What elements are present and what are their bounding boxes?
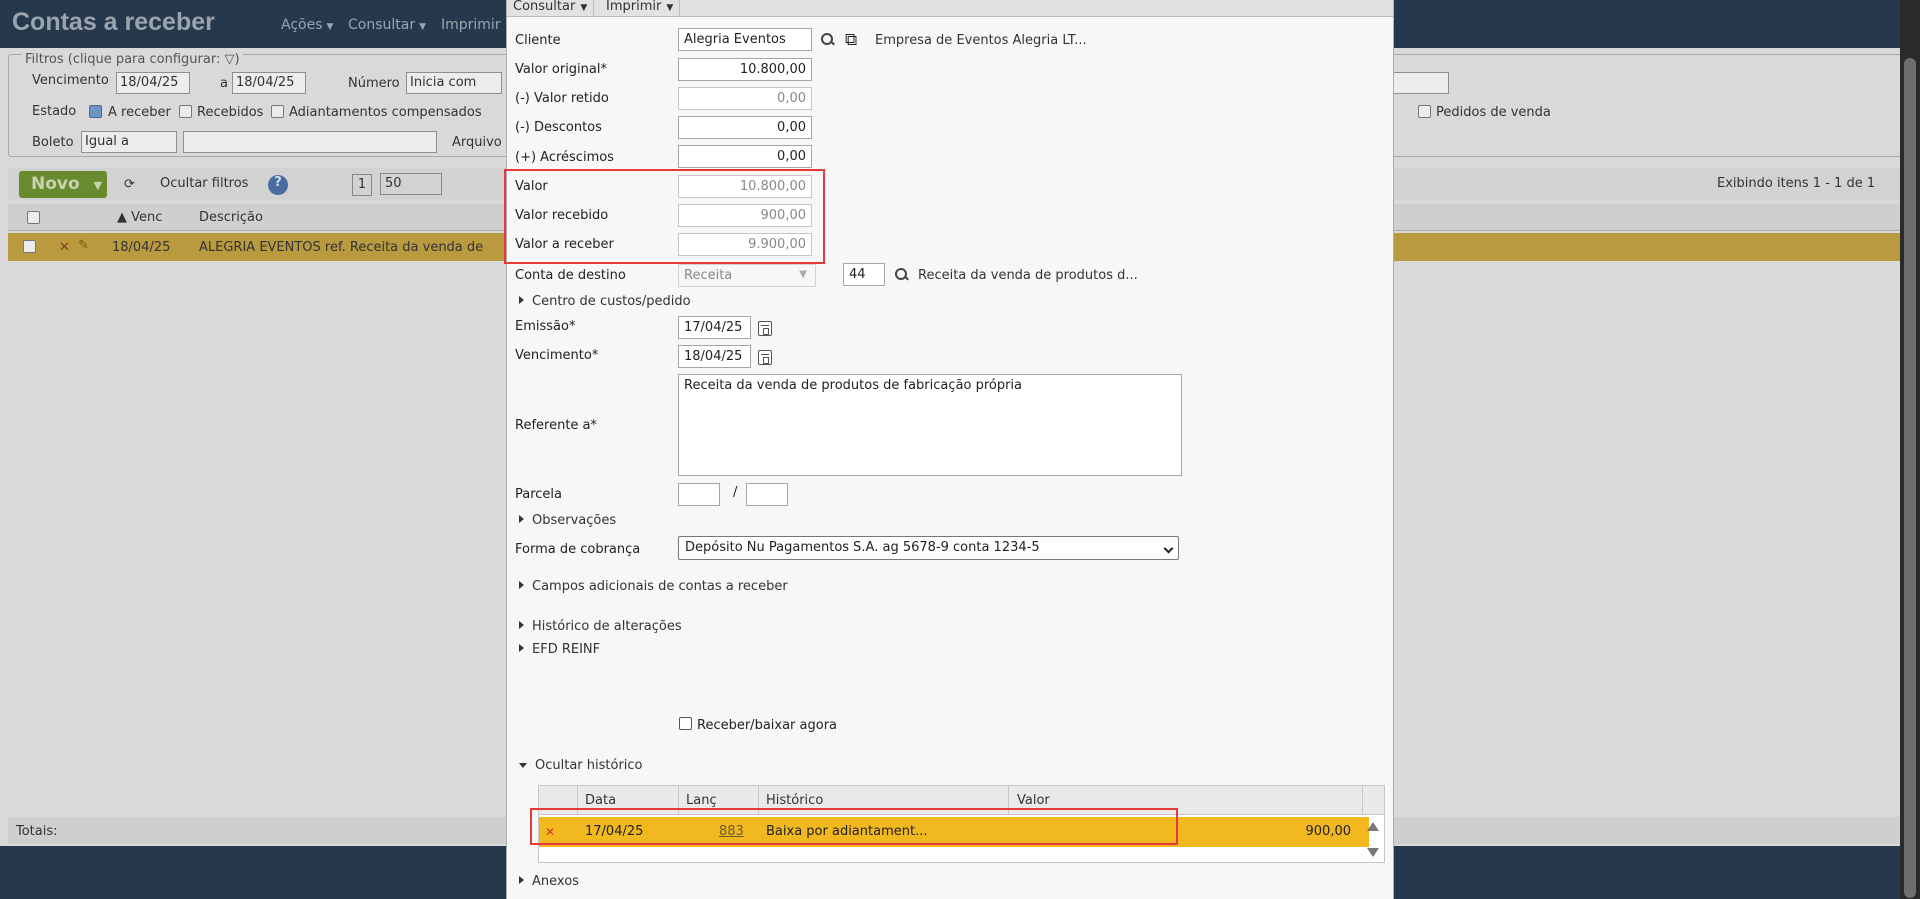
boleto-op-select[interactable]: Igual a <box>81 131 177 153</box>
page-scrollbar[interactable] <box>1900 0 1920 899</box>
valor-input: 10.800,00 <box>678 175 812 198</box>
arquivo-filter-label: Arquivo <box>452 135 502 150</box>
venc-sep: a <box>220 76 228 91</box>
acrescimos-label: (+) Acréscimos <box>515 150 614 165</box>
descontos-input[interactable]: 0,00 <box>678 116 812 139</box>
scroll-down-icon[interactable] <box>1367 848 1379 857</box>
scrollbar-thumb[interactable] <box>1904 58 1916 898</box>
filters-legend[interactable]: Filtros (clique para configurar: ▽) <box>22 52 243 67</box>
pedidos-venda-label: Pedidos de venda <box>1436 105 1551 120</box>
emissao-label: Emissão* <box>515 319 576 334</box>
totals-label: Totais: <box>16 824 58 839</box>
valor-retido-input[interactable]: 0,00 <box>678 87 812 110</box>
valor-a-receber-label: Valor a receber <box>515 237 614 252</box>
estado-filter-label: Estado <box>32 104 77 119</box>
select-all-checkbox[interactable] <box>27 211 40 224</box>
conta-destino-label: Conta de destino <box>515 268 626 283</box>
valor-retido-label: (-) Valor retido <box>515 91 609 106</box>
pedidos-venda-checkbox[interactable] <box>1418 105 1431 118</box>
centro-custos-toggle[interactable]: Centro de custos/pedido <box>519 294 691 309</box>
numero-filter-label: Número <box>348 76 400 91</box>
page-title: Contas a receber <box>12 8 215 36</box>
history-col-lanc[interactable]: Lanç <box>686 793 717 808</box>
history-col-data[interactable]: Data <box>585 793 617 808</box>
page-size-select[interactable]: 50 <box>380 173 442 195</box>
chevron-down-icon <box>1164 544 1174 554</box>
delete-icon[interactable]: ✕ <box>545 825 556 839</box>
col-descricao[interactable]: Descrição <box>199 210 263 225</box>
estado-adiantamentos-checkbox[interactable] <box>271 105 284 118</box>
forma-cobranca-label: Forma de cobrança <box>515 542 641 557</box>
acrescimos-input[interactable]: 0,00 <box>678 145 812 168</box>
row-checkbox[interactable] <box>23 240 36 253</box>
history-row-valor: 900,00 <box>1305 824 1351 839</box>
forma-cobranca-select[interactable]: Depósito Nu Pagamentos S.A. ag 5678-9 conta 1234-5 <box>678 536 1179 560</box>
expand-icon <box>519 621 524 629</box>
descontos-label: (-) Descontos <box>515 120 602 135</box>
row-venc: 18/04/25 <box>112 240 171 255</box>
delete-icon[interactable]: ✕ <box>59 240 70 255</box>
estado-recebidos-checkbox[interactable] <box>179 105 192 118</box>
edit-icon[interactable]: ✎ <box>78 238 89 253</box>
parcela-label: Parcela <box>515 487 563 502</box>
menu-acoes[interactable]: Ações ▼ <box>281 17 334 33</box>
valor-recebido-label: Valor recebido <box>515 208 609 223</box>
ocultar-historico-toggle[interactable]: Ocultar histórico <box>519 758 643 773</box>
conta-receber-dialog <box>506 0 1394 899</box>
expand-icon <box>519 515 524 523</box>
conta-desc: Receita da venda de produtos d... <box>918 268 1138 283</box>
history-row-data: 17/04/25 <box>585 824 644 839</box>
menu-imprimir[interactable]: Imprimir <box>441 17 501 33</box>
history-row-historico: Baixa por adiantament... <box>766 824 928 839</box>
emissao-calendar-icon[interactable] <box>758 321 772 336</box>
vencimento-filter-label: Vencimento <box>32 73 109 88</box>
emissao-input[interactable]: 17/04/25 <box>678 316 751 339</box>
col-divider <box>1362 786 1363 815</box>
conta-destino-select[interactable]: Receita ▼ <box>678 264 816 287</box>
history-row-lanc-link[interactable]: 883 <box>719 824 744 839</box>
col-venc[interactable]: ▲ Venc <box>117 210 163 225</box>
page-number-input[interactable]: 1 <box>352 174 372 196</box>
refresh-icon[interactable]: ⟳ <box>124 177 135 192</box>
receber-agora-checkbox[interactable] <box>679 717 692 730</box>
expand-icon <box>519 581 524 589</box>
expand-icon <box>519 876 524 884</box>
estado-recebidos-label: Recebidos <box>197 105 264 120</box>
cliente-input[interactable]: Alegria Eventos <box>678 28 812 51</box>
vencimento-calendar-icon[interactable] <box>758 350 772 365</box>
dialog-menu-imprimir[interactable]: Imprimir ▼ <box>600 0 680 16</box>
menu-consultar[interactable]: Consultar ▼ <box>348 17 427 33</box>
valor-original-input[interactable]: 10.800,00 <box>678 58 812 81</box>
search-icon[interactable] <box>821 33 835 47</box>
estado-a-receber-label: A receber <box>108 105 171 120</box>
referente-textarea[interactable] <box>678 374 1182 476</box>
help-icon[interactable]: ? <box>268 175 288 195</box>
parcela-total-input[interactable] <box>746 483 788 506</box>
historico-alteracoes-toggle[interactable]: Histórico de alterações <box>519 619 682 634</box>
estado-a-receber-checkbox[interactable] <box>89 105 102 118</box>
referente-label: Referente a* <box>515 418 598 433</box>
valor-label: Valor <box>515 179 548 194</box>
cliente-full-name: Empresa de Eventos Alegria LT... <box>875 33 1087 48</box>
boleto-input[interactable] <box>183 131 437 153</box>
dialog-menu-consultar[interactable]: Consultar ▼ <box>507 0 594 16</box>
campos-adicionais-toggle[interactable]: Campos adicionais de contas a receber <box>519 579 788 594</box>
highlight-box-history-row <box>530 808 1178 845</box>
cliente-label: Cliente <box>515 33 561 48</box>
conta-codigo-input[interactable]: 44 <box>843 263 885 286</box>
history-col-historico[interactable]: Histórico <box>766 793 824 808</box>
venc-from-input[interactable]: 18/04/25 <box>116 72 190 94</box>
history-col-valor[interactable]: Valor <box>1017 793 1050 808</box>
chevron-down-icon: ▼ <box>799 269 807 280</box>
expand-icon <box>519 644 524 652</box>
vencimento-input[interactable]: 18/04/25 <box>678 345 751 368</box>
numero-input[interactable] <box>1393 72 1449 94</box>
boleto-filter-label: Boleto <box>32 135 74 150</box>
parcela-sep: / <box>733 485 738 500</box>
ocultar-filtros-button[interactable]: Ocultar filtros <box>160 176 249 191</box>
valor-original-label: Valor original* <box>515 62 607 77</box>
open-external-icon[interactable]: ⧉ <box>845 30 858 50</box>
parcela-input[interactable] <box>678 483 720 506</box>
row-descricao: ALEGRIA EVENTOS ref. Receita da venda de <box>199 240 484 255</box>
expand-icon <box>519 296 524 304</box>
filter-icon[interactable]: ▽ <box>224 52 235 67</box>
collapse-icon <box>519 763 527 768</box>
numero-op-select[interactable]: Inicia com <box>406 72 502 94</box>
anexos-toggle[interactable]: Anexos <box>519 874 579 889</box>
vencimento-label: Vencimento* <box>515 348 599 363</box>
scroll-up-icon[interactable] <box>1367 822 1379 831</box>
receber-agora-label: Receber/baixar agora <box>697 718 838 733</box>
observacoes-toggle[interactable]: Observações <box>519 513 616 528</box>
valor-recebido-input: 900,00 <box>678 204 812 227</box>
conta-search-icon[interactable] <box>895 268 909 282</box>
venc-to-input[interactable]: 18/04/25 <box>232 72 306 94</box>
novo-button[interactable]: Novo ▼ <box>19 171 107 198</box>
estado-adiantamentos-label: Adiantamentos compensados <box>289 105 482 120</box>
exibindo-status: Exibindo itens 1 - 1 de 1 <box>1717 176 1876 191</box>
efd-reinf-toggle[interactable]: EFD REINF <box>519 642 600 657</box>
valor-a-receber-input: 9.900,00 <box>678 233 812 256</box>
